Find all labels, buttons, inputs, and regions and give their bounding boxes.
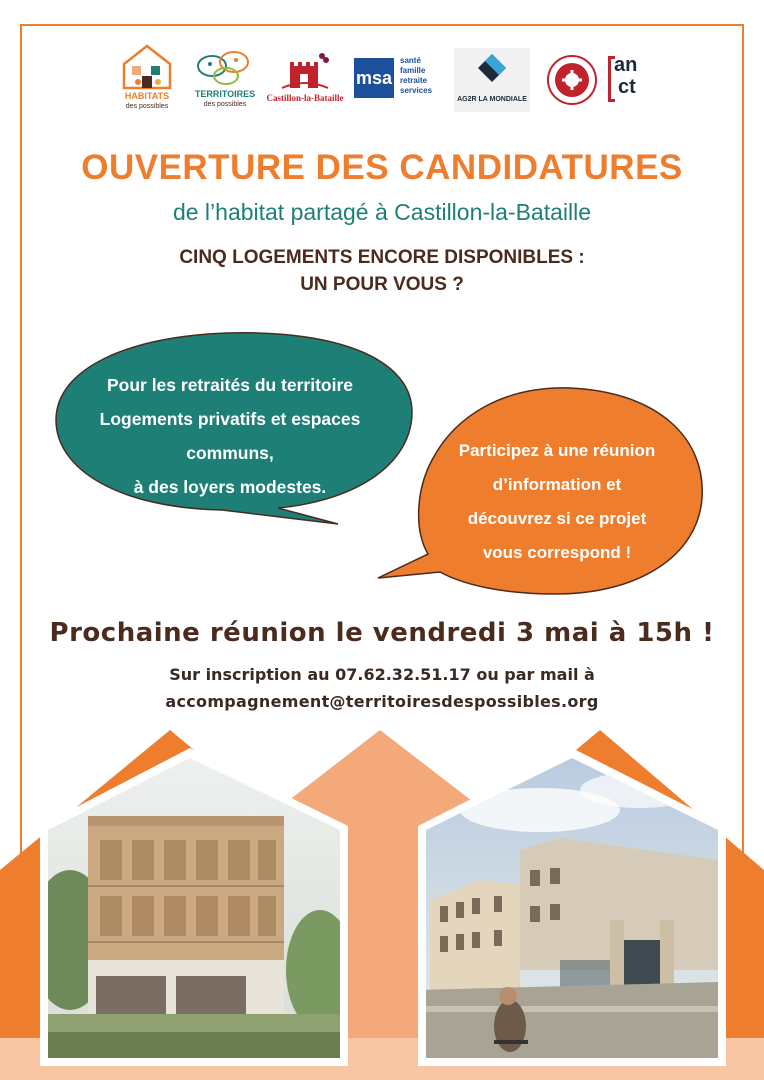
tagline-line-2: UN POUR VOUS ? — [300, 274, 464, 295]
contact-phone-line: Sur inscription au 07.62.32.51.17 ou par mail à — [169, 665, 595, 684]
orange-bubble-line-1: Participez à une réunion — [458, 441, 656, 460]
orange-bubble-line-3: découvrez si ce projet — [467, 509, 647, 528]
green-bubble-line-1: Pour les retraités du territoire — [106, 375, 354, 395]
msa-line-1: santé — [400, 56, 421, 65]
orange-bubble-line-4: vous correspond ! — [482, 543, 632, 562]
orange-bubble-text — [432, 434, 682, 570]
logo-territoires-line2: des possibles — [203, 101, 247, 108]
meeting-headline: Prochaine réunion le vendredi 3 mai à 15h ! — [49, 618, 715, 648]
tagline-line-1: CINQ LOGEMENTS ENCORE DISPONIBLES : — [179, 247, 585, 268]
green-bubble-text — [70, 368, 390, 504]
green-bubble-line-2: Logements privatifs et espaces — [99, 409, 361, 429]
msa-line-3: retraite — [400, 76, 428, 85]
msa-line-2: famille — [400, 66, 426, 75]
contact-email-link[interactable]: accompagnement@territoiresdespossibles.org — [165, 692, 599, 711]
house-illustrations — [0, 720, 764, 1080]
logo-habitats-line2: des possibles — [125, 103, 169, 110]
green-bubble-line-3: communs, — [186, 443, 274, 463]
logo-habitats-line1: HABITATS — [124, 91, 170, 101]
green-bubble-line-4: à des loyers modestes. — [133, 477, 327, 497]
page-title: OUVERTURE DES CANDIDATURES — [81, 148, 683, 187]
anct-line-2: ct — [618, 76, 636, 98]
orange-bubble-line-2: d’information et — [492, 475, 622, 494]
logo-territoires-line1: TERRITOIRES — [194, 89, 256, 99]
logo-castillon-label: Castillon-la-Bataille — [266, 93, 344, 103]
logo-ag2r-label: AG2R LA MONDIALE — [457, 96, 527, 103]
page-subtitle: de l’habitat partagé à Castillon-la-Bataille — [172, 199, 592, 225]
anct-line-1: an — [614, 54, 638, 76]
msa-mark: msa — [354, 58, 394, 98]
msa-line-4: services — [400, 86, 433, 95]
